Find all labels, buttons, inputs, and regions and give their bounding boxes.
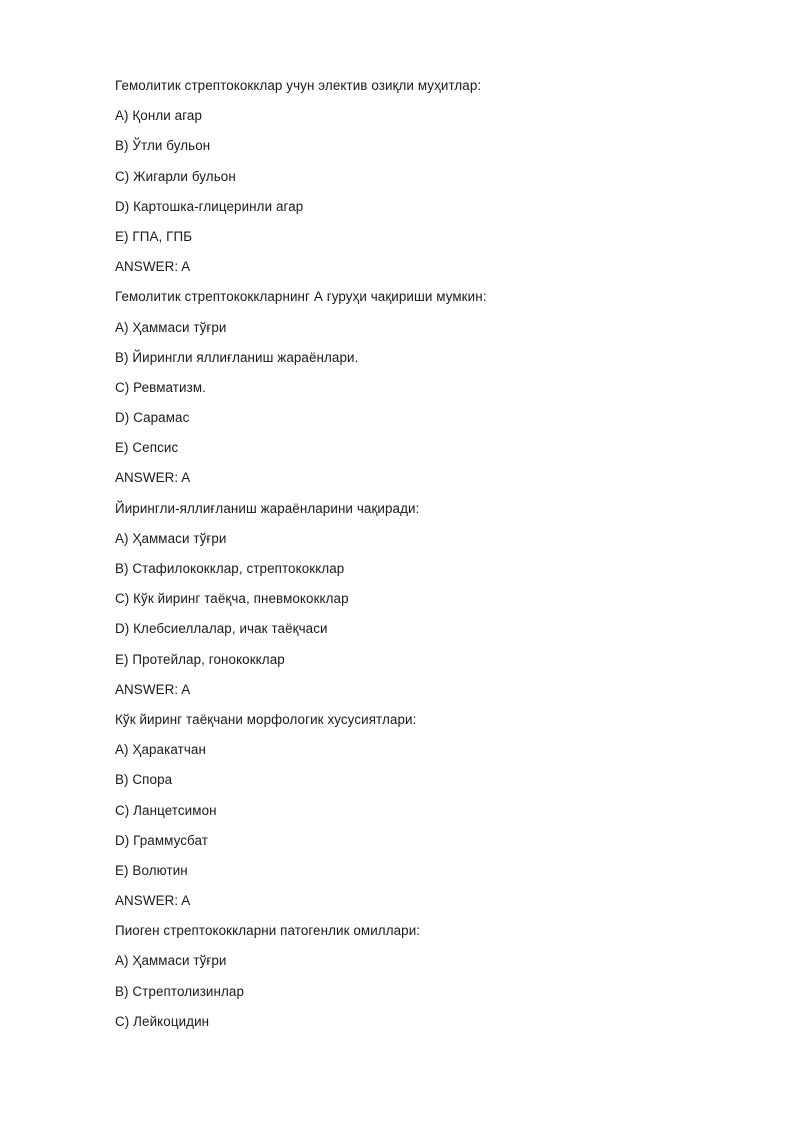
answer-option-d: D) Сарамас xyxy=(115,410,190,426)
answer-option-d: D) Клебсиеллалар, ичак таёқчаси xyxy=(115,621,328,637)
document-body xyxy=(115,76,715,1042)
answer-option-a: A) Ҳаммаси тўғри xyxy=(115,953,227,969)
correct-answer: ANSWER: A xyxy=(115,470,191,486)
question-text: Гемолитик стрептококкларнинг А гуруҳи чақириши мумкин: xyxy=(115,289,487,305)
correct-answer: ANSWER: A xyxy=(115,259,191,275)
answer-option-a: A) Қонли агар xyxy=(115,108,202,124)
answer-option-a: A) Ҳаммаси тўғри xyxy=(115,319,227,335)
answer-option-b: B) Йирингли яллиғланиш жараёнлари. xyxy=(115,349,359,365)
answer-option-c: C) Ревматизм. xyxy=(115,379,206,395)
answer-option-e: E) Протейлар, гонококклар xyxy=(115,651,285,667)
answer-option-c: C) Жигарли бульон xyxy=(115,168,236,184)
answer-option-a: A) Ҳаммаси тўғри xyxy=(115,530,227,546)
answer-option-b: B) Спора xyxy=(115,772,173,788)
question-text: Пиоген стрептококкларни патогенлик омиллари: xyxy=(115,923,421,939)
answer-option-b: B) Стрептолизинлар xyxy=(115,983,245,999)
answer-option-a: A) Ҳаракатчан xyxy=(115,742,206,758)
answer-option-c: C) Кўк йиринг таёқча, пневмококклар xyxy=(115,591,349,607)
correct-answer: ANSWER: A xyxy=(115,681,191,697)
answer-option-e: E) ГПА, ГПБ xyxy=(115,228,193,244)
answer-option-c: C) Ланцетсимон xyxy=(115,802,217,818)
answer-option-e: E) Волютин xyxy=(115,862,188,878)
answer-option-c: C) Лейкоцидин xyxy=(115,1013,210,1029)
answer-option-e: E) Сепсис xyxy=(115,440,179,456)
correct-answer: ANSWER: A xyxy=(115,893,191,909)
question-text: Кўк йиринг таёқчани морфологик хусусиятлари: xyxy=(115,711,417,727)
answer-option-d: D) Граммусбат xyxy=(115,832,208,848)
answer-option-d: D) Картошка-глицеринли агар xyxy=(115,198,304,214)
answer-option-b: B) Стафилококклар, стрептококклар xyxy=(115,561,345,576)
question-text: Гемолитик стрептококклар учун электив озиқли муҳитлар: xyxy=(115,78,482,93)
answer-option-b: B) Ўтли бульон xyxy=(115,138,211,154)
question-text: Йирингли-яллиғланиш жараёнларини чақиради: xyxy=(115,500,420,516)
